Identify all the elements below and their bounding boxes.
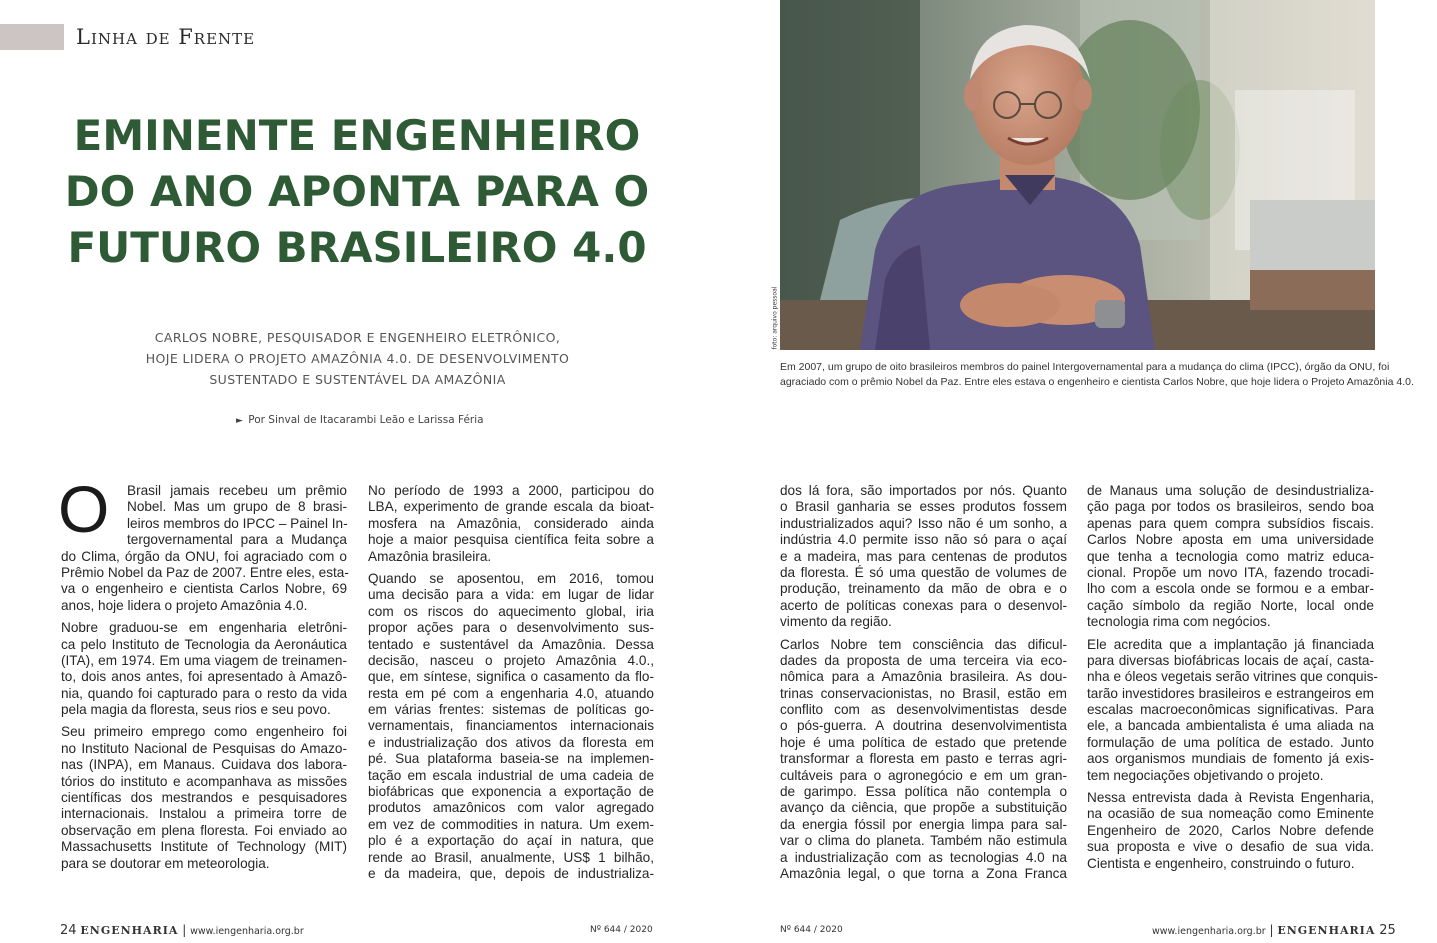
article-line: do Clima, órgão da ONU, foi agraciado com o bbox=[61, 548, 347, 564]
article-line: que, em síntese, significa o casamento da flo- bbox=[368, 669, 654, 685]
article-line: Nobre graduou-se em engenharia eletrôni- bbox=[61, 620, 347, 636]
article-line: conflito com as desenvolvimentistas desde bbox=[780, 702, 1067, 718]
photo-caption bbox=[780, 360, 1414, 390]
section-color-bar bbox=[0, 24, 64, 50]
article-line: tarão investidores brasileiros e estrangeiros em bbox=[1087, 685, 1374, 701]
article-line: na ocasião de sua nomeação como Eminente bbox=[1087, 806, 1374, 822]
page-number: 24 bbox=[60, 923, 77, 938]
article-subhead bbox=[130, 327, 585, 390]
article-line: tação em escala industrial de uma cadeia de bbox=[368, 767, 654, 783]
article-line: formulação de uma política de estado. Junto bbox=[1087, 734, 1374, 750]
article-line: e a madeira, mas para centenas de produtos bbox=[780, 548, 1067, 564]
article-line: a industrialização com as tecnologias 4.0 na bbox=[780, 849, 1067, 865]
headline-line: EMINENTE ENGENHEIRO bbox=[73, 111, 641, 160]
article-line: Carlos Nobre aposta em uma universidade bbox=[1087, 532, 1374, 548]
article-line: tergovernamental para a Mudança bbox=[127, 532, 347, 548]
article-line: Seu primeiro emprego como engenheiro foi bbox=[61, 724, 347, 740]
article-line: to, dois anos antes, foi apresentado à Amazô- bbox=[61, 669, 347, 685]
article-line: Carlos Nobre tem consciência das dificul- bbox=[780, 636, 1067, 652]
issue-number: Nº 644 / 2020 bbox=[780, 925, 843, 935]
article-line: Massachusetts Institute of Technology (MIT) bbox=[61, 839, 347, 855]
article-line: da energia fóssil por energia limpa para sal- bbox=[780, 816, 1067, 832]
article-line: da floresta. É só uma questão de volumes de bbox=[780, 564, 1067, 580]
article-line: Prêmio Nobel da Paz de 2007. Entre eles, esta- bbox=[61, 564, 349, 580]
photo-credit: foto: arquivo pessoal bbox=[771, 286, 779, 350]
article-line: trinas conservacionistas, no Brasil, estão em bbox=[780, 685, 1067, 701]
article-line: No período de 1993 a 2000, participou do bbox=[368, 483, 654, 498]
article-line: leiros membros do IPCC – Painel In- bbox=[127, 515, 348, 531]
article-line: dos lá fora, são importados por nós. Quanto bbox=[780, 483, 1067, 498]
article-line: tórios do instituto e acompanhava as missões bbox=[61, 773, 347, 789]
article-line: var o clima do planeta. Também não estimula bbox=[780, 833, 1067, 849]
article-line: biofábricas que exponencia a exportação de bbox=[368, 784, 654, 800]
magazine-brand: ENGENHARIA bbox=[80, 924, 179, 937]
article-line: transformar a floresta em pasto e terras agri- bbox=[780, 751, 1067, 767]
article-headline bbox=[40, 108, 674, 276]
subhead-line: SUSTENTADO E SUSTENTÁVEL DA AMAZÔNIA bbox=[209, 372, 506, 387]
article-line: com os riscos do aquecimento global, iria bbox=[368, 603, 654, 619]
caption-line: agraciado com o prêmio Nobel da Paz. Entre eles estava o engenheiro e cientista Carlos Nobre, que hoje lidera o Projeto Amazônia 4.0. bbox=[780, 376, 1414, 388]
article-line: apenas para quem compra subsídios fiscais. bbox=[1087, 515, 1374, 531]
article-line: Cientista e engenheiro, construindo o futuro. bbox=[1087, 855, 1355, 871]
article-line: o Brasil ganharia se esses produtos fossem bbox=[780, 499, 1067, 515]
article-line: Ele acredita que a implantação já financiada bbox=[1087, 636, 1374, 652]
article-line: anos, hoje lidera o projeto Amazônia 4.0. bbox=[61, 597, 308, 613]
subhead-line: CARLOS NOBRE, PESQUISADOR E ENGENHEIRO ELETRÔNICO, bbox=[154, 330, 561, 345]
article-column-3 bbox=[780, 483, 1067, 882]
article-line: indústria 4.0 permite isso não só para o açaí bbox=[780, 532, 1067, 548]
article-line: hoje a maior pesquisa científica feita sobre a bbox=[368, 532, 654, 548]
article-column-1 bbox=[61, 483, 347, 872]
footer-separator: | bbox=[1269, 923, 1274, 937]
article-line: científicas dos mestrandos e pesquisadores bbox=[61, 790, 347, 806]
article-line: internacionais. Instalou a primeira torre de bbox=[61, 806, 347, 822]
article-line: sua proposta e vive o desafio de sua vida. bbox=[1087, 839, 1374, 855]
article-line: ele, a bancada ambientalista é uma aliada na bbox=[1087, 718, 1374, 734]
article-line: avanço da ciência, que propõe a substituição bbox=[780, 800, 1067, 816]
issue-number: Nº 644 / 2020 bbox=[590, 925, 653, 935]
article-line: plo é a exportação do açaí in natura, que bbox=[368, 833, 654, 849]
article-line: vernamentais, financiamentos internacionais bbox=[368, 718, 654, 734]
footer-separator: | bbox=[182, 923, 187, 937]
article-line: ca pelo Instituto de Tecnologia da Aeronáutica bbox=[61, 636, 347, 652]
article-line: va o engenheiro e cientista Carlos Nobre, 69 bbox=[61, 581, 347, 597]
footer-left bbox=[60, 923, 304, 938]
article-line: nha e óleos vegetais serão vitrines que conquis- bbox=[1087, 669, 1378, 685]
caption-line: Em 2007, um grupo de oito brasileiros membros do painel Intergovernamental para a mudança do clima (IPCC), órgão da ONU, foi bbox=[780, 361, 1390, 373]
article-line: rende ao Brasil, anualmente, US$ 1 bilhão, bbox=[368, 849, 654, 865]
drop-cap: O bbox=[58, 472, 110, 546]
article-column-4 bbox=[1087, 483, 1378, 872]
article-line: pé. Sua plataforma baseia-se na implemen- bbox=[368, 751, 654, 767]
article-line: escalas macroeconômicas significativas. Para bbox=[1087, 702, 1374, 718]
article-line: resta em pé com a engenharia 4.0, atuando bbox=[368, 685, 654, 701]
headline-line: FUTURO BRASILEIRO 4.0 bbox=[67, 223, 647, 272]
article-line: o pós-guerra. A doutrina desenvolvimentista bbox=[780, 718, 1067, 734]
byline bbox=[236, 414, 484, 426]
article-line: aos organismos mundiais de fomento já exis- bbox=[1087, 751, 1374, 767]
article-line: industrializados aqui? Isso não é um sonho, a bbox=[780, 515, 1067, 531]
article-line: e da madeira, que, depois de industrializa- bbox=[368, 865, 654, 881]
article-line: nia, quando foi capturado para o resto da vida bbox=[61, 685, 347, 701]
article-line: propor ações para o desenvolvimento sus- bbox=[368, 620, 654, 636]
article-line: cação símbolo da região Norte, local onde bbox=[1087, 597, 1374, 613]
article-line: lho com a escola onde se formou e a embar- bbox=[1087, 581, 1374, 597]
subhead-line: HOJE LIDERA O PROJETO AMAZÔNIA 4.0. DE DESENVOLVIMENTO bbox=[145, 351, 570, 366]
article-line: acerto de políticas conexas para o desenvol- bbox=[780, 597, 1067, 613]
article-line: Quando se aposentou, em 2016, tomou bbox=[368, 570, 654, 586]
article-line: pela magia da floresta, seus rios e seu povo. bbox=[61, 702, 331, 718]
article-line: tem negociações objetivando o projeto. bbox=[1087, 767, 1324, 783]
article-line: em vez de commodities in natura. Um exem- bbox=[368, 816, 654, 832]
article-line: Nessa entrevista dada à Revista Engenharia, bbox=[1087, 790, 1374, 806]
article-line: dades da proposta de uma terceira via eco- bbox=[780, 652, 1067, 668]
article-line: que tenha a tecnologia como matriz educa- bbox=[1087, 548, 1374, 564]
magazine-brand: ENGENHARIA bbox=[1277, 924, 1376, 937]
section-label: Linha de Frente bbox=[76, 25, 256, 49]
article-line: cultáveis para o agronegócio e em um gran- bbox=[780, 767, 1067, 783]
article-line: cional. Propõe um novo ITA, fazendo trocadi- bbox=[1087, 564, 1374, 580]
article-line: uma decisão para a vida: em lugar de lidar bbox=[368, 587, 654, 603]
headline-line: DO ANO APONTA PARA O bbox=[64, 167, 650, 216]
article-line: ção paga por todos os brasileiros, sendo boa bbox=[1087, 499, 1374, 515]
article-line: LBA, experimento de grande escala da bioat- bbox=[368, 499, 654, 515]
article-line: de garimpo. Essa política não contempla o bbox=[780, 784, 1067, 800]
article-line: em várias frentes: sistemas de políticas go- bbox=[368, 702, 654, 718]
footer-url-link[interactable]: www.iengenharia.org.br bbox=[190, 926, 304, 937]
article-line: Amazônia brasileira. bbox=[368, 548, 492, 564]
article-line: para diversas biofábricas locais de açaí, casta- bbox=[1087, 652, 1374, 668]
article-line: vimento da região. bbox=[780, 614, 892, 630]
article-line: produção, treinamento da mão de obra e o bbox=[780, 581, 1067, 597]
article-line: de Manaus uma solução de desindustrializa- bbox=[1087, 483, 1374, 498]
article-line: decisão, nasceu o projeto Amazônia 4.0., bbox=[368, 652, 654, 668]
article-line: no Instituto Nacional de Pesquisas do Amazo- bbox=[61, 740, 347, 756]
article-column-2 bbox=[368, 483, 654, 882]
article-line: Brasil jamais recebeu um prêmio bbox=[127, 483, 347, 498]
article-line: tecnologia rima com negócios. bbox=[1087, 614, 1271, 630]
article-line: produtos amazônicos com valor agregado bbox=[368, 800, 654, 816]
footer-right bbox=[1152, 923, 1396, 938]
article-line: (ITA), em 1974. Em uma viagem de treinamen- bbox=[61, 652, 347, 668]
portrait-photo bbox=[780, 0, 1375, 350]
article-line: e industrialização dos ativos da floresta em bbox=[368, 734, 654, 750]
article-line: tentado e sustentável da Amazônia. Dessa bbox=[368, 636, 654, 652]
article-line: nômica para a Amazônia brasileira. As dou- bbox=[780, 669, 1067, 685]
byline-authors: Por Sinval de Itacarambi Leão e Larissa Féria bbox=[248, 414, 484, 426]
article-line: mosfera na Amazônia, considerado ainda bbox=[368, 515, 654, 531]
article-line: Engenheiro de 2020, Carlos Nobre defende bbox=[1087, 822, 1374, 838]
article-line: hoje é uma política de estado que pretende bbox=[780, 734, 1067, 750]
article-line: Nobel. Mas um grupo de 8 brasi- bbox=[127, 499, 347, 515]
article-line: Amazônia legal, o que torna a Zona Franca bbox=[780, 865, 1067, 881]
article-line: observação em plena floresta. Foi enviado ao bbox=[61, 822, 347, 838]
article-line: nas (INPA), em Manaus. Cuidava dos labora- bbox=[61, 757, 347, 773]
arrow-icon: ► bbox=[236, 416, 243, 426]
page-number: 25 bbox=[1379, 923, 1396, 938]
footer-url-link[interactable]: www.iengenharia.org.br bbox=[1152, 926, 1266, 937]
article-line: para se doutorar em meteorologia. bbox=[61, 855, 270, 871]
